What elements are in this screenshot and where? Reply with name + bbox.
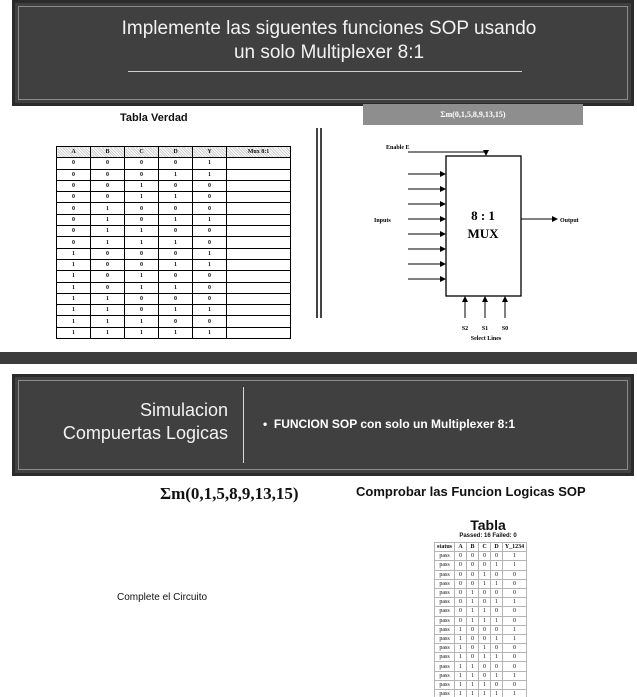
truth-table-cell: 0 bbox=[193, 203, 227, 214]
truth-table-cell: 1 bbox=[125, 180, 159, 191]
slide-title-line-1: Implemente las siguentes funciones SOP usando bbox=[121, 18, 537, 39]
status-cell: pass bbox=[435, 634, 455, 643]
truth-table-cell: 1 bbox=[57, 293, 91, 304]
truth-table-cell: 0 bbox=[91, 192, 125, 203]
truth-table-row bbox=[57, 203, 291, 214]
result-cell: 0 bbox=[503, 616, 527, 625]
status-cell: pass bbox=[435, 616, 455, 625]
result-cell: 1 bbox=[455, 690, 467, 697]
enable-label: Enable E bbox=[386, 145, 410, 151]
status-cell: pass bbox=[435, 625, 455, 634]
truth-table-cell: 1 bbox=[57, 316, 91, 327]
result-cell: 0 bbox=[467, 552, 479, 561]
result-cell: 0 bbox=[491, 570, 503, 579]
truth-table-row bbox=[57, 158, 291, 169]
header-b: B bbox=[467, 543, 479, 552]
result-cell: 0 bbox=[455, 552, 467, 561]
bullet-text: FUNCION SOP con solo un Multiplexer 8:1 bbox=[273, 417, 516, 431]
truth-table-cell: 0 bbox=[57, 158, 91, 169]
header-c: C bbox=[479, 543, 491, 552]
result-cell: 1 bbox=[467, 607, 479, 616]
enable-arrow bbox=[483, 150, 489, 156]
result-cell: 1 bbox=[479, 607, 491, 616]
results-table-row bbox=[435, 552, 527, 561]
mux-input-cell bbox=[227, 282, 291, 293]
header-mux: Mux 8:1 bbox=[227, 147, 291, 158]
simulation-title-line-2: Compuertas Logicas bbox=[62, 423, 228, 443]
passed-failed-summary: Passed: 16 Failed: 0 bbox=[459, 533, 517, 539]
results-table-row bbox=[435, 653, 527, 662]
header-b: B bbox=[91, 147, 125, 158]
result-cell: 1 bbox=[491, 690, 503, 697]
vertical-separator bbox=[316, 128, 318, 318]
results-table-row bbox=[435, 607, 527, 616]
truth-table-cell: 1 bbox=[125, 271, 159, 282]
truth-table-cell: 0 bbox=[193, 293, 227, 304]
status-cell: pass bbox=[435, 588, 455, 597]
mux-input-cell bbox=[227, 327, 291, 338]
simulation-title bbox=[23, 399, 228, 445]
truth-table-cell: 0 bbox=[193, 271, 227, 282]
input-arrows bbox=[408, 171, 446, 282]
truth-table-cell: 1 bbox=[57, 305, 91, 316]
mux-input-cell bbox=[227, 293, 291, 304]
result-cell: 0 bbox=[467, 579, 479, 588]
mux-input-cell bbox=[227, 259, 291, 270]
results-table-row bbox=[435, 680, 527, 689]
truth-table-cell: 0 bbox=[193, 180, 227, 191]
result-cell: 1 bbox=[467, 671, 479, 680]
truth-table-cell: 1 bbox=[159, 305, 193, 316]
results-table-row bbox=[435, 662, 527, 671]
truth-table-cell: 1 bbox=[57, 271, 91, 282]
result-cell: 0 bbox=[503, 644, 527, 653]
truth-table-cell: 1 bbox=[159, 282, 193, 293]
results-table-row bbox=[435, 598, 527, 607]
truth-table-cell: 0 bbox=[159, 158, 193, 169]
truth-table-cell: 1 bbox=[91, 237, 125, 248]
truth-table-cell: 0 bbox=[125, 305, 159, 316]
result-cell: 1 bbox=[455, 653, 467, 662]
tabla-verdad-label: Tabla Verdad bbox=[120, 112, 188, 124]
status-cell: pass bbox=[435, 690, 455, 697]
truth-table-cell: 1 bbox=[125, 316, 159, 327]
truth-table-cell: 0 bbox=[91, 282, 125, 293]
result-cell: 1 bbox=[479, 616, 491, 625]
result-cell: 0 bbox=[479, 625, 491, 634]
output-arrow bbox=[552, 216, 558, 222]
truth-table-row bbox=[57, 237, 291, 248]
header-a: A bbox=[455, 543, 467, 552]
mux-input-cell bbox=[227, 226, 291, 237]
truth-table-cell: 1 bbox=[57, 327, 91, 338]
mux-input-cell bbox=[227, 237, 291, 248]
truth-table-cell: 0 bbox=[125, 248, 159, 259]
complete-circuit-text: Complete el Circuito bbox=[117, 592, 208, 603]
status-cell: pass bbox=[435, 579, 455, 588]
result-cell: 1 bbox=[455, 644, 467, 653]
truth-table-cell: 0 bbox=[193, 192, 227, 203]
result-cell: 0 bbox=[455, 598, 467, 607]
results-table-row bbox=[435, 588, 527, 597]
status-cell: pass bbox=[435, 653, 455, 662]
mux-input-cell bbox=[227, 192, 291, 203]
result-cell: 1 bbox=[503, 552, 527, 561]
result-cell: 0 bbox=[467, 625, 479, 634]
results-table-header bbox=[435, 543, 527, 552]
truth-table-cell: 1 bbox=[91, 293, 125, 304]
result-cell: 0 bbox=[479, 552, 491, 561]
truth-table-row bbox=[57, 248, 291, 259]
status-cell: pass bbox=[435, 552, 455, 561]
truth-table-cell: 0 bbox=[159, 293, 193, 304]
results-table-body bbox=[435, 552, 527, 697]
truth-table-cell: 0 bbox=[193, 226, 227, 237]
truth-table-body bbox=[57, 158, 291, 339]
result-cell: 0 bbox=[491, 625, 503, 634]
status-cell: pass bbox=[435, 561, 455, 570]
result-cell: 1 bbox=[503, 634, 527, 643]
bullet-icon: • bbox=[263, 417, 274, 431]
result-cell: 0 bbox=[503, 588, 527, 597]
truth-table-row bbox=[57, 192, 291, 203]
result-cell: 1 bbox=[503, 561, 527, 570]
truth-table-cell: 1 bbox=[193, 158, 227, 169]
truth-table-cell: 0 bbox=[125, 293, 159, 304]
result-cell: 0 bbox=[503, 579, 527, 588]
truth-table-cell: 1 bbox=[57, 248, 91, 259]
truth-table-cell: 1 bbox=[91, 327, 125, 338]
header-status: status bbox=[435, 543, 455, 552]
mux-input-cell bbox=[227, 169, 291, 180]
result-cell: 1 bbox=[503, 671, 527, 680]
result-cell: 0 bbox=[479, 598, 491, 607]
select-s1: S1 bbox=[481, 326, 489, 332]
truth-table-row bbox=[57, 282, 291, 293]
truth-table-cell: 1 bbox=[193, 169, 227, 180]
truth-table-cell: 0 bbox=[125, 214, 159, 225]
truth-table-cell: 0 bbox=[57, 214, 91, 225]
result-cell: 1 bbox=[491, 616, 503, 625]
truth-table-row bbox=[57, 214, 291, 225]
sum-minterms: Σm(0,1,5,8,9,13,15) bbox=[160, 484, 299, 503]
results-table-row bbox=[435, 561, 527, 570]
truth-table-row bbox=[57, 271, 291, 282]
result-cell: 1 bbox=[491, 634, 503, 643]
result-cell: 1 bbox=[491, 579, 503, 588]
mux-input-cell bbox=[227, 214, 291, 225]
result-cell: 0 bbox=[467, 644, 479, 653]
truth-table-cell: 1 bbox=[125, 282, 159, 293]
truth-table-cell: 1 bbox=[193, 259, 227, 270]
result-cell: 1 bbox=[467, 680, 479, 689]
status-cell: pass bbox=[435, 680, 455, 689]
results-table-row bbox=[435, 625, 527, 634]
result-cell: 1 bbox=[491, 653, 503, 662]
truth-table-cell: 0 bbox=[91, 158, 125, 169]
truth-table-cell: 1 bbox=[57, 259, 91, 270]
result-cell: 0 bbox=[503, 662, 527, 671]
header-d: D bbox=[491, 543, 503, 552]
result-cell: 1 bbox=[503, 598, 527, 607]
result-cell: 0 bbox=[455, 579, 467, 588]
result-cell: 0 bbox=[479, 634, 491, 643]
result-cell: 0 bbox=[467, 634, 479, 643]
result-cell: 0 bbox=[503, 607, 527, 616]
truth-table-cell: 1 bbox=[159, 192, 193, 203]
truth-table-cell: 0 bbox=[159, 316, 193, 327]
mux-label-ratio: 8 : 1 bbox=[471, 208, 495, 223]
result-cell: 1 bbox=[479, 644, 491, 653]
results-table-row bbox=[435, 644, 527, 653]
result-cell: 1 bbox=[491, 561, 503, 570]
truth-table-cell: 0 bbox=[91, 259, 125, 270]
result-cell: 0 bbox=[467, 561, 479, 570]
truth-table-cell: 0 bbox=[159, 203, 193, 214]
result-cell: 1 bbox=[479, 690, 491, 697]
truth-table-cell: 0 bbox=[57, 226, 91, 237]
mux-input-cell bbox=[227, 248, 291, 259]
result-cell: 0 bbox=[467, 653, 479, 662]
truth-table-row bbox=[57, 226, 291, 237]
truth-table-cell: 0 bbox=[159, 248, 193, 259]
truth-table-cell: 0 bbox=[193, 237, 227, 248]
truth-table-cell: 1 bbox=[91, 226, 125, 237]
title-banner bbox=[12, 0, 634, 106]
result-cell: 0 bbox=[491, 588, 503, 597]
status-cell: pass bbox=[435, 644, 455, 653]
result-cell: 1 bbox=[455, 634, 467, 643]
truth-table-cell: 1 bbox=[159, 259, 193, 270]
truth-table bbox=[56, 146, 291, 339]
truth-table-cell: 0 bbox=[193, 282, 227, 293]
result-cell: 0 bbox=[479, 662, 491, 671]
truth-table-cell: 1 bbox=[125, 192, 159, 203]
truth-table-cell: 0 bbox=[91, 180, 125, 191]
result-cell: 0 bbox=[479, 671, 491, 680]
header-d: D bbox=[159, 147, 193, 158]
truth-table-cell: 1 bbox=[91, 214, 125, 225]
result-cell: 1 bbox=[467, 662, 479, 671]
result-cell: 1 bbox=[467, 616, 479, 625]
result-cell: 0 bbox=[479, 588, 491, 597]
result-cell: 1 bbox=[467, 690, 479, 697]
tabla-title: Tabla bbox=[470, 517, 506, 533]
truth-table-cell: 0 bbox=[125, 259, 159, 270]
truth-table-row bbox=[57, 327, 291, 338]
status-cell: pass bbox=[435, 671, 455, 680]
truth-table-cell: 0 bbox=[91, 169, 125, 180]
result-cell: 0 bbox=[467, 570, 479, 579]
header-a: A bbox=[57, 147, 91, 158]
truth-table-cell: 0 bbox=[125, 158, 159, 169]
truth-table-cell: 1 bbox=[193, 305, 227, 316]
result-cell: 1 bbox=[455, 625, 467, 634]
truth-table-cell: 1 bbox=[159, 169, 193, 180]
result-cell: 0 bbox=[479, 561, 491, 570]
result-cell: 1 bbox=[503, 690, 527, 697]
truth-table-cell: 1 bbox=[159, 237, 193, 248]
results-table-row bbox=[435, 579, 527, 588]
vertical-separator bbox=[320, 128, 322, 318]
result-cell: 1 bbox=[455, 662, 467, 671]
sum-minterms-box: Σm(0,1,5,8,9,13,15) bbox=[363, 104, 583, 125]
select-s0: S0 bbox=[501, 326, 509, 332]
truth-table-cell: 0 bbox=[57, 180, 91, 191]
truth-table-cell: 1 bbox=[91, 305, 125, 316]
title-underline bbox=[128, 71, 522, 72]
result-cell: 0 bbox=[455, 570, 467, 579]
mux-input-cell bbox=[227, 203, 291, 214]
result-cell: 1 bbox=[479, 680, 491, 689]
result-cell: 0 bbox=[455, 616, 467, 625]
truth-table-row bbox=[57, 169, 291, 180]
status-cell: pass bbox=[435, 598, 455, 607]
mux-input-cell bbox=[227, 316, 291, 327]
result-cell: 1 bbox=[479, 653, 491, 662]
truth-table-cell: 1 bbox=[125, 237, 159, 248]
mux-diagram bbox=[368, 138, 598, 348]
mux-label-text: MUX bbox=[467, 226, 499, 241]
truth-table-cell: 1 bbox=[57, 282, 91, 293]
simulation-banner bbox=[12, 374, 634, 476]
truth-table-cell: 1 bbox=[125, 327, 159, 338]
truth-table-cell: 0 bbox=[57, 192, 91, 203]
result-cell: 0 bbox=[503, 680, 527, 689]
truth-table-cell: 0 bbox=[125, 169, 159, 180]
select-lines-label: Select Lines bbox=[470, 336, 502, 342]
truth-table-cell: 0 bbox=[91, 271, 125, 282]
result-cell: 1 bbox=[479, 570, 491, 579]
truth-table-row bbox=[57, 316, 291, 327]
banner-separator bbox=[243, 387, 244, 463]
result-cell: 0 bbox=[491, 552, 503, 561]
truth-table-cell: 1 bbox=[159, 327, 193, 338]
results-table-row bbox=[435, 690, 527, 697]
result-cell: 0 bbox=[455, 588, 467, 597]
select-arrows bbox=[462, 296, 508, 318]
result-cell: 0 bbox=[455, 561, 467, 570]
mux-input-cell bbox=[227, 158, 291, 169]
header-y: Y bbox=[193, 147, 227, 158]
bullet-item bbox=[263, 417, 515, 431]
result-cell: 0 bbox=[491, 662, 503, 671]
status-cell: pass bbox=[435, 662, 455, 671]
header-c: C bbox=[125, 147, 159, 158]
comprobar-heading: Comprobar las Funcion Logicas SOP bbox=[356, 484, 586, 499]
truth-table-cell: 1 bbox=[193, 248, 227, 259]
results-table-row bbox=[435, 671, 527, 680]
mux-input-cell bbox=[227, 271, 291, 282]
slide-title bbox=[55, 17, 603, 65]
result-cell: 0 bbox=[491, 680, 503, 689]
results-table bbox=[434, 542, 527, 697]
status-cell: pass bbox=[435, 570, 455, 579]
truth-table-cell: 0 bbox=[91, 248, 125, 259]
truth-table-cell: 0 bbox=[125, 203, 159, 214]
select-s2: S2 bbox=[461, 326, 469, 332]
slide-title-line-2: un solo Multiplexer 8:1 bbox=[233, 42, 425, 63]
truth-table-cell: 0 bbox=[159, 226, 193, 237]
result-cell: 1 bbox=[491, 671, 503, 680]
results-table-row bbox=[435, 616, 527, 625]
result-cell: 0 bbox=[491, 644, 503, 653]
truth-table-row bbox=[57, 259, 291, 270]
result-cell: 0 bbox=[503, 653, 527, 662]
truth-table-cell: 1 bbox=[193, 327, 227, 338]
truth-table-cell: 1 bbox=[125, 226, 159, 237]
result-cell: 1 bbox=[455, 671, 467, 680]
slide-divider bbox=[0, 352, 637, 364]
truth-table-cell: 0 bbox=[57, 237, 91, 248]
truth-table-header bbox=[57, 147, 291, 158]
output-label: Output bbox=[560, 218, 579, 224]
result-cell: 1 bbox=[455, 680, 467, 689]
truth-table-cell: 0 bbox=[57, 203, 91, 214]
status-cell: pass bbox=[435, 607, 455, 616]
inputs-label: Inputs bbox=[374, 218, 391, 224]
truth-table-cell: 0 bbox=[193, 316, 227, 327]
result-cell: 0 bbox=[503, 570, 527, 579]
truth-table-cell: 1 bbox=[91, 203, 125, 214]
result-cell: 0 bbox=[491, 607, 503, 616]
mux-input-cell bbox=[227, 305, 291, 316]
simulation-title-line-1: Simulacion bbox=[139, 400, 228, 420]
truth-table-cell: 1 bbox=[159, 214, 193, 225]
mux-input-cell bbox=[227, 180, 291, 191]
results-table-row bbox=[435, 634, 527, 643]
result-cell: 1 bbox=[467, 588, 479, 597]
header-y: Y_1234 bbox=[503, 543, 527, 552]
truth-table-cell: 0 bbox=[159, 271, 193, 282]
results-table-row bbox=[435, 570, 527, 579]
truth-table-cell: 1 bbox=[91, 316, 125, 327]
result-cell: 1 bbox=[479, 579, 491, 588]
result-cell: 1 bbox=[491, 598, 503, 607]
result-cell: 1 bbox=[467, 598, 479, 607]
truth-table-row bbox=[57, 305, 291, 316]
truth-table-cell: 0 bbox=[159, 180, 193, 191]
truth-table-row bbox=[57, 180, 291, 191]
truth-table-cell: 1 bbox=[193, 214, 227, 225]
result-cell: 1 bbox=[503, 625, 527, 634]
truth-table-row bbox=[57, 293, 291, 304]
truth-table-cell: 0 bbox=[57, 169, 91, 180]
result-cell: 0 bbox=[455, 607, 467, 616]
